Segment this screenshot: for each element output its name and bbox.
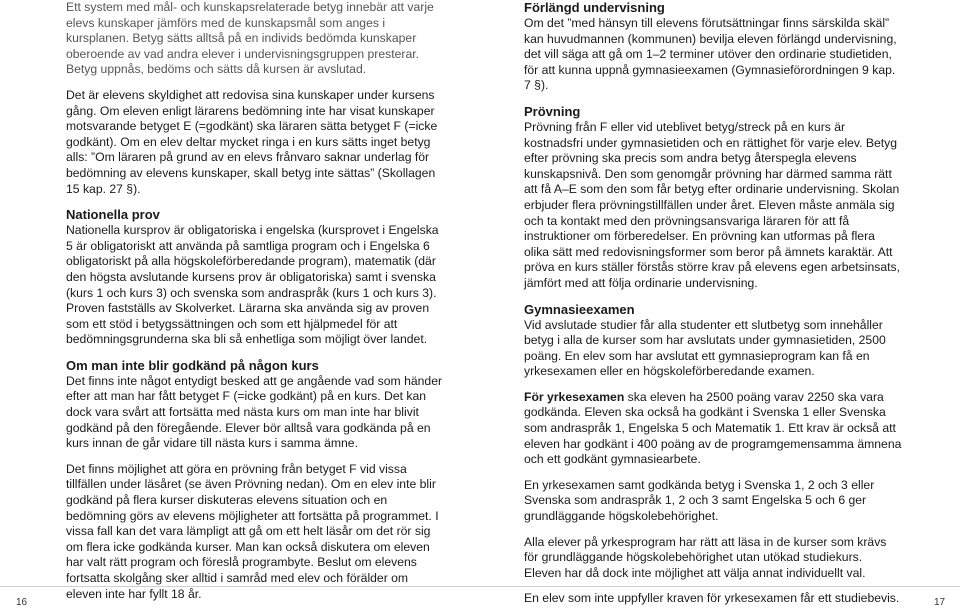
- nationella-prov-paragraph: Nationella kursprov är obligatoriska i engelska (kursprovet i Engelska 5 är obligatoriskt att använda på samtliga program och i Engelska 6 obligatoriskt på alla högskoleförberedande program), matematik (där den högsta avslutande kursens prov är obligatoriska) samt i svenska (kurs 1 och kurs 3) och svenska som andraspråk (kurs 1 och kurs 3). Proven fastställs av Skolverket. Lärarna ska använda sig av proven som ett stöd i betygssättningen och som ett hjälpmedel för att bedömningsgrunderna ska bli så enhetliga som möjligt över landet.: [66, 223, 439, 347]
- gymnasieexamen-paragraph-4: Alla elever på yrkesprogram har rätt att läsa in de kurser som krävs för grundläggande högskolebehörighet utan utökad studiekurs. Eleven har då dock inte möjlighet att välja annat individuellt val.: [524, 534, 887, 580]
- footer-divider: [0, 586, 960, 587]
- gymnasieexamen-paragraph-5: En elev som inte uppfyller kraven för yrkesexamen får ett studiebevis.: [524, 591, 900, 606]
- gymnasieexamen-paragraph-3: En yrkesexamen samt godkända betyg i Svenska 1, 2 och 3 eller Svenska som andraspråk 1, 2 och 3 samt Engelska 5 och 6 ger grundläggande högskolebehörighet.: [524, 477, 875, 524]
- yrkesexamen-text: ska eleven ha 2500 poäng varav 2250 ska vara godkända. Eleven ska också ha godkänt i Svenska 1 eller Svenska som andraspråk 1, Engelska 5 och Matematik 1. Ett krav är också att eleven har godkänt i 400 poäng av de programgemensamma ämnena och ett godkänt gymnasiearbete.: [524, 389, 902, 467]
- not-passed-paragraph-1: Det finns inte något entydigt besked att ge angående vad som händer efter att man har fått betyget F (=icke godkänt) på en kurs. Det kan dock vara svårt att fortsätta med nästa kurs om man inte har blivit godkänd på den föregående. Elever bör alltså vara godkända på en kurs innan de går vidare till nästa kurs i samma ämne.: [66, 373, 443, 451]
- forlangd-paragraph: Om det ”med hänsyn till elevens förutsättningar finns särskilda skäl” kan huvudmannen (kommunen) bevilja eleven förlängd undervisning, det vill säga att gå om 1–2 terminer utöver den ordinarie studietiden, för att kunna uppnå gymnasieexamen (Gymnasieförordningen 9 kap. 7 §).: [524, 16, 897, 93]
- heading-nationella-prov: Nationella prov: [66, 207, 160, 223]
- left-column: [66, 0, 444, 602]
- intro-paragraph: Ett system med mål- och kunskapsrelaterade betyg innebär att varje elevs kunskaper jämförs med de kunskapsmål som anges i kursplanen. Betyg sätts alltså på en individs bedömda kunskaper oberoende av vad andra elever i undervisningsgruppen presterar. Betyg uppnås, bedöms och sätts då kursen är avslutad.: [66, 0, 434, 77]
- heading-forlangd-undervisning: Förlängd undervisning: [524, 0, 665, 15]
- gymnasieexamen-paragraph-2: [524, 390, 902, 468]
- page-number-left: 16: [16, 597, 28, 608]
- heading-not-passed: Om man inte blir godkänd på någon kurs: [66, 357, 319, 373]
- yrkesexamen-bold-label: För yrkesexamen: [524, 389, 625, 404]
- page-number-right: 17: [934, 597, 946, 608]
- student-obligation-paragraph: Det är elevens skyldighet att redovisa sina kunskaper under kursens gång. Om eleven enligt lärarens bedömning inte har visat kunskaper motsvarande betyget E (=godkänt) ska läraren sätta betyget F (=icke godkänt). Om en elev deltar mycket ringa i en kurs sätts inget betyg alls: ”Om läraren på grund av en elevs frånvaro saknar underlag för bedömning av elevens kunskaper, skall betyg inte sättas” (Skollagen 15 kap. 27 §).: [66, 87, 438, 196]
- heading-gymnasieexamen: Gymnasieexamen: [524, 301, 635, 317]
- not-passed-paragraph-2: Det finns möjlighet att göra en prövning från betyget F vid vissa tillfällen under läsåret (se även Prövning nedan). Om en elev inte blir godkänd på flera kurser diskuteras elevens situation och en bedömning görs av elevens möjligheter att fortsätta på programmet. I vissa fall kan det vara lämpligt att gå om ett helt läsår om det rör sig om flera icke godkända kurser. Man kan också diskutera om eleven har valt rätt program och föreslå programbyte. Beslut om elevens fortsatta skolgång sker alltid i samråd med elev och förälder om eleven inte har fyllt 18 år.: [66, 461, 439, 601]
- heading-provning: Prövning: [524, 103, 581, 119]
- gymnasieexamen-paragraph-1: Vid avslutade studier får alla studenter ett slutbetyg som innehåller betyg i alla de kurser som har avslutats under gymnasietiden, 2500 poäng. En elev som har avslutat ett gymnasieprogram kan få en yrkesexamen eller en högskoleförberedande examen.: [524, 317, 886, 379]
- right-column: [524, 0, 902, 607]
- provning-paragraph: Prövning från F eller vid uteblivet betyg/streck på en kurs är kostnadsfri under gymnasietiden och en rättighet för varje elev. Betyg efter prövning ska precis som andra betyg återspegla elevens kunskapsnivå. Den som genomgår prövning har därmed samma rätt att få A–E som den som får betyg efter ordinarie undervisning. Skolan erbjuder flera prövningstillfällen under året. Eleven måste anmäla sig och ta kontakt med den prövningsansvariga läraren för att få instruktioner om förberedelser. En prövning kan utformas på flera olika sätt med redovisningsformer som beror på ämnets karaktär. Att pröva en kurs ställer förstås större krav på elevens egen arbetsinsats, jämfört med att följa ordinarie undervisning.: [524, 119, 900, 290]
